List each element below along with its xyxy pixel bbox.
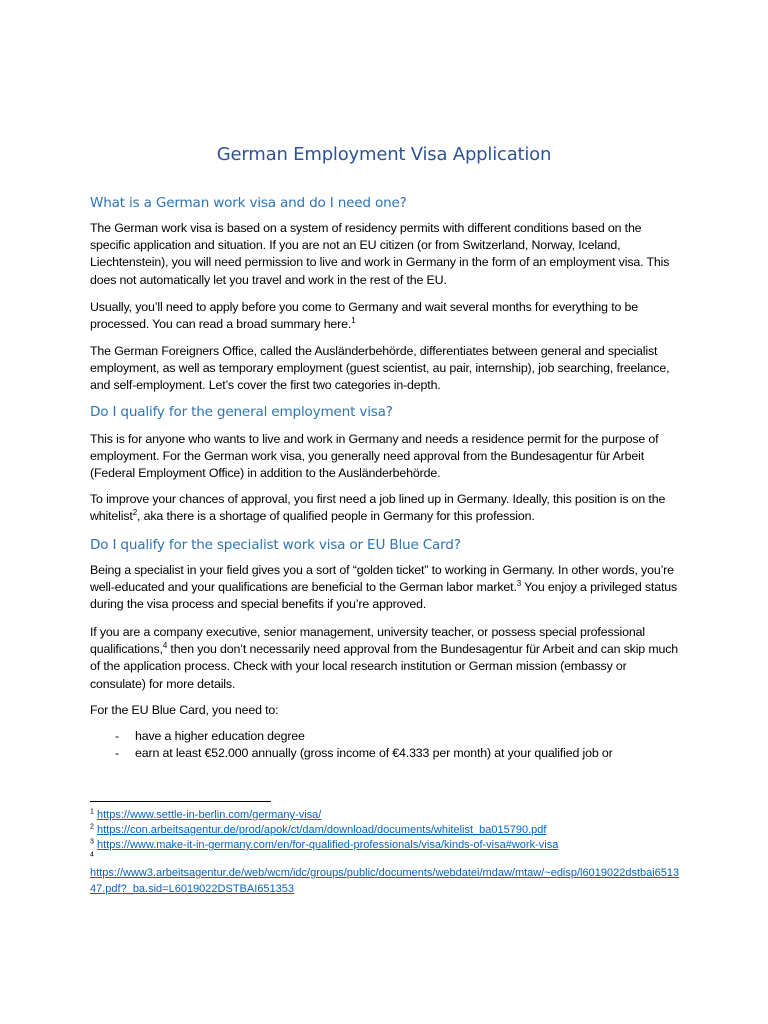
footnote-4 [90,851,690,867]
paragraph-golden-ticket [90,562,680,614]
footnote-link[interactable]: https://www.settle-in-berlin.com/germany-visa/ [96,809,322,821]
footnote-number: 4 [90,851,94,859]
footnote-link[interactable]: https://www.make-it-in-germany.com/en/for-qualified-professionals/visa/kinds-of-visa#work-visa [96,839,559,851]
footnote-ref-4[interactable]: 4 [162,641,168,651]
paragraph-text: Being a specialist in your field gives you a sort of “golden ticket” to working in Germany. In other words, you’re well-educated and your qualifications are beneficial to the German labor market. [90,563,674,595]
section-heading-work-visa: What is a German work visa and do I need one? [90,195,407,211]
footnote-4-link-block [90,866,680,897]
paragraph-text: , aka there is a shortage of qualified people in Germany for this profession. [137,509,535,524]
list-item [90,728,680,745]
bullet-dash: - [115,729,119,743]
paragraph-text: Usually, you’ll need to apply before you come to Germany and wait several months for everything to be processed. You can read a broad summary here. [90,300,639,332]
paragraph-work-visa-intro: The German work visa is based on a system of residency permits with different conditions based on the specific application and situation. If you are not an EU citizen (or from Switzerland, Norway, Iceland, Liechtenstein), you will need permission to live and work in Germany in the form of an employment visa. This does not automatically let you travel and work in the rest of the EU. [90,221,670,287]
footnote-number: 2 [90,823,94,831]
section-heading-general-employment: Do I qualify for the general employment visa? [90,404,393,420]
section-heading-specialist-visa: Do I qualify for the specialist work visa or EU Blue Card? [90,537,461,553]
footnote-link[interactable]: https://con.arbeitsagentur.de/prod/apok/ct/dam/download/documents/whitelist_ba015790.pdf [96,824,547,836]
paragraph-text: To improve your chances of approval, you first need a job lined up in Germany. Ideally, this position is on the whitelist [90,492,666,524]
footnote-ref-3[interactable]: 3 [516,579,522,589]
paragraph-text: You enjoy a privileged status during the visa process and special benefits if you’re approved. [90,580,678,612]
footnote-number: 1 [90,808,94,816]
list-item-text: have a higher education degree [135,729,305,743]
paragraph-text: If you are a company executive, senior management, university teacher, or possess special professional qualifications, [90,625,645,657]
paragraph-company-executive [90,624,680,693]
footnote-separator [90,801,271,802]
paragraph-foreigners-office: The German Foreigners Office, called the Ausländerbehörde, differentiates between general and specialist employment, as well as temporary employment (guest scientist, au pair, internship), job searching, freelance, and self-employment. Let’s cover the first two categories in-depth. [90,344,670,393]
footnote-ref-2[interactable]: 2 [132,508,138,518]
paragraph-general-employment: This is for anyone who wants to live and work in Germany and needs a residence permit for the purpose of employment. For the German work visa, you generally need approval from the Bundesagentur für Arbeit (Federal Employment Office) in addition to the Ausländerbehörde. [90,432,659,481]
paragraph-apply-before [90,299,680,333]
footnote-number: 3 [90,838,94,846]
list-item-text: earn at least €52.000 annually (gross income of €4.333 per month) at your qualified job or [135,746,613,761]
footnote-link[interactable]: https://www3.arbeitsagentur.de/web/wcm/idc/groups/public/documents/webdatei/mdaw/mtaw/~edisp/l6019022dstbai651347.pdf?_ba.sid=L6019022DSTBAI651353 [90,867,680,895]
list-item [90,745,680,762]
document-title: German Employment Visa Application [216,144,552,165]
footnote-ref-1[interactable]: 1 [351,316,356,326]
paragraph-whitelist [90,491,680,525]
footnote-1 [90,808,690,824]
paragraph-blue-card-intro: For the EU Blue Card, you need to: [90,703,279,717]
footnote-2 [90,823,690,839]
paragraph-text: then you don’t necessarily need approval from the Bundesagentur für Arbeit and can skip much of the application process. Check with your local research institution or German mission (embassy or consulate) for more details. [90,642,679,691]
bullet-dash: - [115,746,119,761]
blue-card-requirements-list [90,728,680,762]
